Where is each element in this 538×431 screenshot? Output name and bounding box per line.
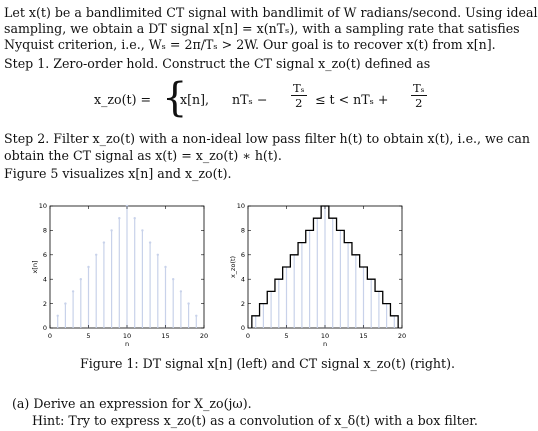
paragraph-line-2: sampling, we obtain a DT signal x[n] = x(nTₛ), with a sampling rate that satisfies — [4, 21, 520, 36]
step2-line-1: Step 2. Filter x_zo(t) with a non-ideal low pass filter h(t) to obtain x(t), i.e., we can — [4, 131, 530, 146]
equation-brace: { — [162, 75, 188, 121]
x-tick-label: 10 — [320, 332, 330, 340]
stem-marker — [195, 315, 197, 317]
stem-marker — [172, 278, 174, 280]
x-tick-label: 20 — [199, 332, 209, 340]
fraction-2-numerator: Tₛ — [413, 81, 425, 95]
y-tick-label: 4 — [240, 275, 245, 284]
y-tick-label: 0 — [42, 324, 47, 333]
stem-chart-left — [28, 198, 218, 350]
stem-marker — [110, 229, 112, 231]
stem-marker — [164, 266, 166, 268]
stem-marker — [157, 254, 159, 256]
x-tick-label: 20 — [397, 332, 407, 340]
stem-marker — [72, 290, 74, 292]
y-tick-label: 6 — [240, 251, 245, 259]
y-tick-label: 8 — [42, 226, 47, 235]
step1-text: Step 1. Zero-order hold. Construct the CT signal x_zo(t) defined as — [4, 56, 431, 71]
stem-marker — [103, 241, 105, 243]
stem-marker — [180, 290, 182, 292]
y-axis-label: x[n] — [31, 260, 39, 274]
stem-marker — [64, 302, 66, 304]
equation-cond-left: nTₛ − — [232, 92, 268, 107]
stem-marker — [141, 229, 143, 231]
stem-marker — [80, 278, 82, 280]
staircase-chart-right — [226, 198, 416, 350]
stem-marker — [118, 217, 120, 219]
y-axis-label: x_zo(t) — [229, 255, 237, 279]
stem-marker — [87, 266, 89, 268]
step2-line-2: obtain the CT signal as x(t) = x_zo(t) ∗ h(t). — [4, 148, 282, 163]
equation-value: x[n], — [180, 92, 210, 107]
paragraph-line-3: Nyquist criterion, i.e., Wₛ = 2π/Tₛ > 2W. Our goal is to recover x(t) from x[n]. — [4, 37, 496, 52]
question-a: (a) Derive an expression for X_zo(jω). — [12, 396, 252, 411]
equation-fraction-2 — [411, 81, 427, 110]
stem-marker — [57, 315, 59, 317]
y-tick-label: 2 — [42, 299, 47, 308]
y-tick-label: 0 — [240, 324, 245, 333]
fraction-2-denominator: 2 — [415, 96, 423, 110]
fraction-1-denominator: 2 — [295, 96, 303, 110]
stem-marker — [187, 302, 189, 304]
figure-caption: Figure 1: DT signal x[n] (left) and CT signal x_zo(t) (right). — [80, 356, 455, 371]
y-tick-label: 6 — [42, 251, 47, 259]
y-tick-label: 10 — [236, 202, 245, 211]
fraction-1-numerator: Tₛ — [293, 81, 305, 95]
x-tick-label: 5 — [284, 332, 289, 340]
stem-marker — [149, 241, 151, 243]
y-tick-label: 2 — [240, 299, 245, 308]
figure-intro: Figure 5 visualizes x[n] and x_zo(t). — [4, 166, 232, 181]
x-axis-label: n — [322, 340, 328, 348]
y-tick-label: 10 — [38, 202, 47, 211]
equation-cond-mid: ≤ t < nTₛ + — [315, 92, 389, 107]
paragraph-line-1: Let x(t) be a bandlimited CT signal with bandlimit of W radians/second. Using ideal — [4, 5, 538, 20]
x-tick-label: 15 — [161, 332, 170, 340]
x-axis-label: n — [124, 340, 130, 348]
stem-marker — [95, 254, 97, 256]
equation-lhs: x_zo(t) = — [94, 92, 152, 107]
stem-marker — [134, 217, 136, 219]
x-tick-label: 5 — [86, 332, 91, 340]
question-hint: Hint: Try to express x_zo(t) as a convolution of x_δ(t) with a box filter. — [32, 413, 478, 428]
equation-fraction-1 — [291, 81, 307, 110]
x-tick-label: 0 — [245, 332, 251, 340]
y-tick-label: 4 — [42, 275, 47, 284]
x-tick-label: 15 — [359, 332, 368, 340]
y-tick-label: 8 — [240, 226, 245, 235]
x-tick-label: 0 — [47, 332, 53, 340]
x-tick-label: 10 — [122, 332, 132, 340]
